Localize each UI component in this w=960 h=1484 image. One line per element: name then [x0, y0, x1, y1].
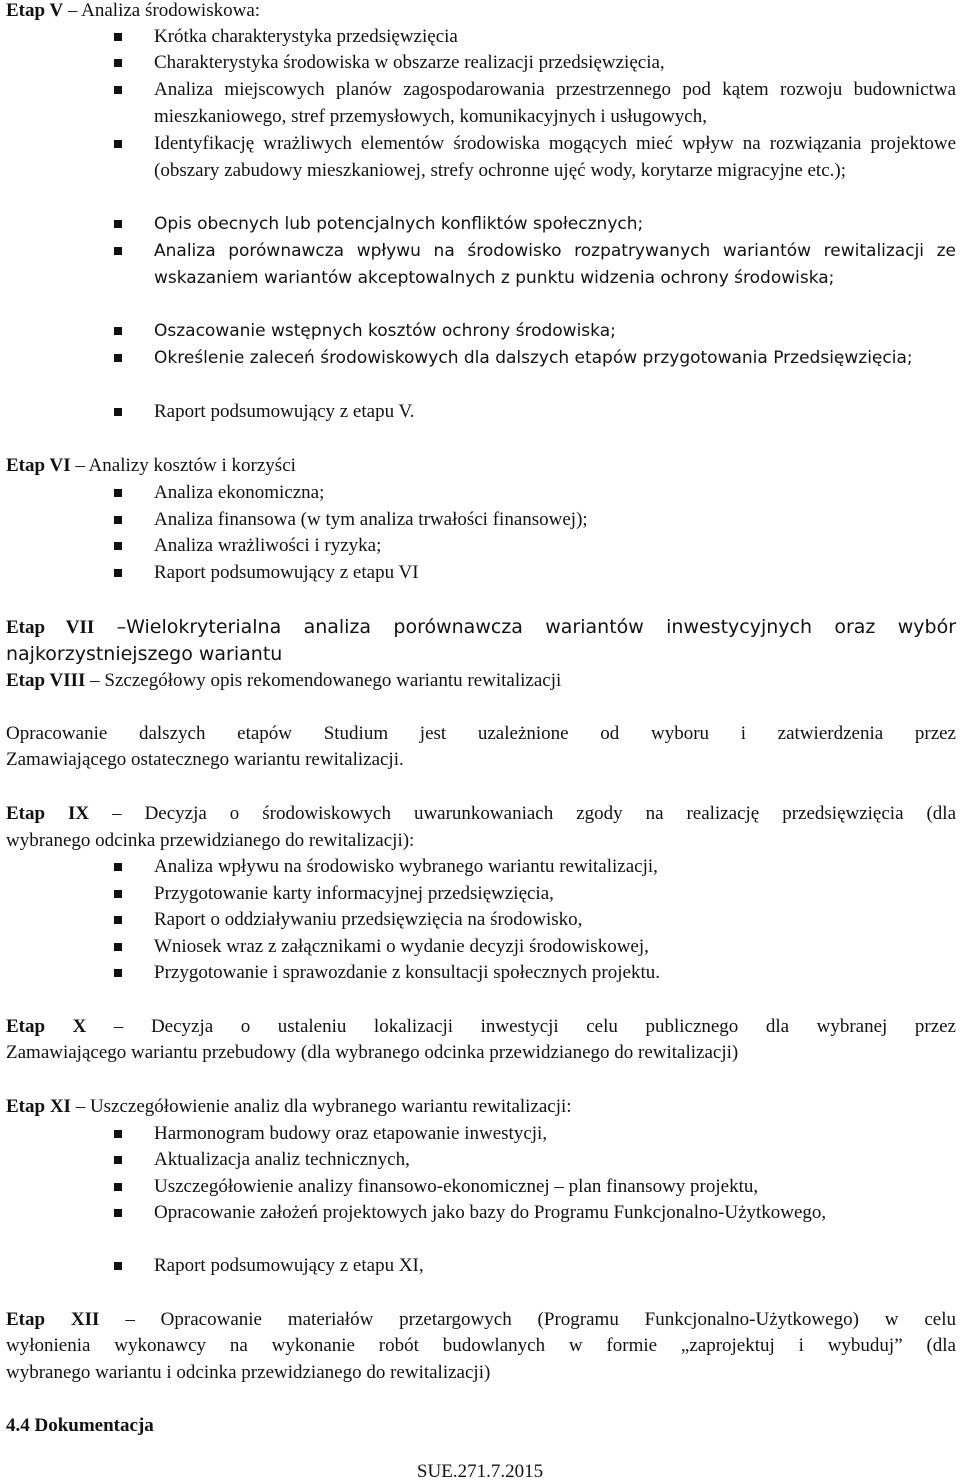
square-bullet-icon	[114, 943, 122, 951]
square-bullet-icon	[114, 969, 122, 977]
square-bullet-icon	[114, 86, 122, 94]
square-bullet-icon	[114, 916, 122, 924]
square-bullet-icon	[114, 1130, 122, 1138]
stage-x-heading: Etap X – Decyzja o ustaleniu lokalizacji inwestycji celu publicznego dla wybranej przez	[6, 1016, 956, 1037]
square-bullet-icon	[114, 516, 122, 524]
stage-xi-heading: Etap XI – Uszczegółowienie analiz dla wybranego wariantu rewitalizacji:	[6, 1096, 572, 1117]
stage-vi-heading: Etap VI – Analizy kosztów i korzyści	[6, 455, 296, 476]
square-bullet-icon	[114, 247, 122, 255]
square-bullet-icon	[114, 1209, 122, 1217]
square-bullet-icon	[114, 1262, 122, 1270]
note-line-2: Zamawiającego ostatecznego wariantu rewitalizacji.	[6, 749, 404, 770]
square-bullet-icon	[114, 1156, 122, 1164]
stage-vii-heading: Etap VII –Wielokryterialna analiza porównawcza wariantów inwestycyjnych oraz wybór	[6, 616, 956, 638]
square-bullet-icon	[114, 59, 122, 67]
document-code-footer: SUE.271.7.2015	[416, 1461, 544, 1482]
square-bullet-icon	[114, 569, 122, 577]
square-bullet-icon	[114, 33, 122, 41]
stage-v-heading: Etap V – Analiza środowiskowa:	[6, 0, 261, 21]
square-bullet-icon	[114, 327, 122, 335]
note-line-1: Opracowanie dalszych etapów Studium jest uzależnione od wyboru i zatwierdzenia przez	[6, 723, 956, 744]
section-heading: 4.4 Dokumentacja	[6, 1415, 154, 1436]
stage-vii-continuation: najkorzystniejszego wariantu	[6, 643, 283, 665]
square-bullet-icon	[114, 863, 122, 871]
stage-xii-heading: Etap XII – Opracowanie materiałów przetargowych (Programu Funkcjonalno-Użytkowego) w celu	[6, 1309, 957, 1330]
square-bullet-icon	[114, 1183, 122, 1191]
stage-xii-line-2: wyłonienia wykonawcy na wykonanie robót budowlanych w formie „zaprojektuj i wybuduj” (dla	[6, 1335, 956, 1356]
square-bullet-icon	[114, 220, 122, 228]
stage-xii-line-3: wybranego wariantu i odcinka przewidzianego do rewitalizacji)	[6, 1362, 491, 1383]
stage-viii-heading: Etap VIII – Szczegółowy opis rekomendowanego wariantu rewitalizacji	[6, 670, 562, 691]
stage-x-continuation: Zamawiającego wariantu przebudowy (dla wybranego odcinka przewidzianego do rewitalizacji)	[6, 1042, 739, 1063]
stage-ix-continuation: wybranego odcinka przewidzianego do rewitalizacji):	[6, 830, 415, 851]
square-bullet-icon	[114, 890, 122, 898]
square-bullet-icon	[114, 408, 122, 416]
square-bullet-icon	[114, 354, 122, 362]
square-bullet-icon	[114, 489, 122, 497]
stage-ix-heading: Etap IX – Decyzja o środowiskowych uwarunkowaniach zgody na realizację przedsięwzięcia (dla	[6, 803, 957, 824]
square-bullet-icon	[114, 140, 122, 148]
square-bullet-icon	[114, 542, 122, 550]
